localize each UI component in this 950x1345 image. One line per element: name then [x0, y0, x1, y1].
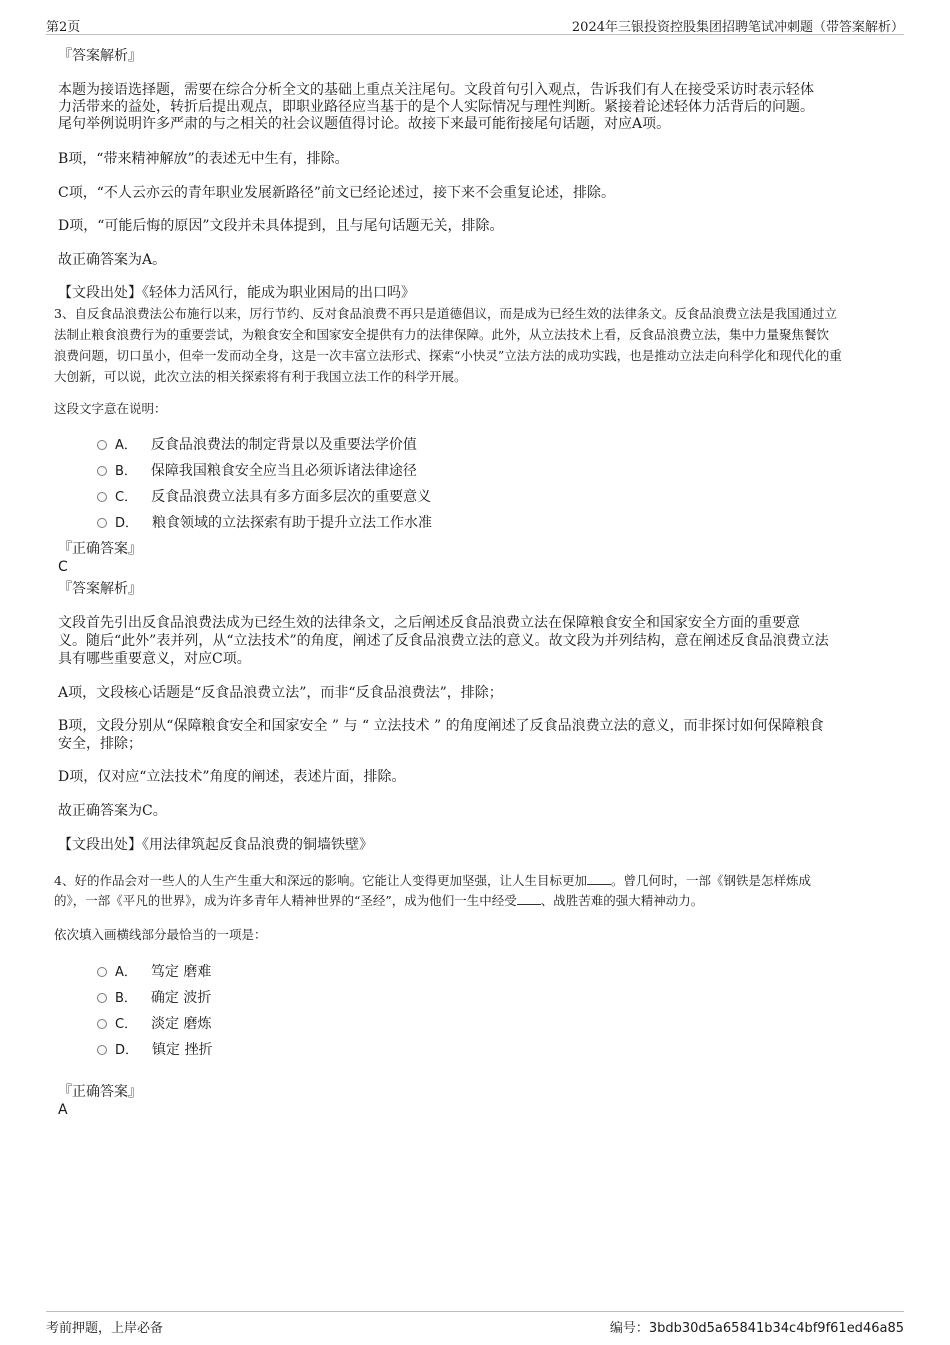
q3-answer: C [58, 559, 68, 575]
option-letter: C． [115, 1017, 138, 1032]
q4-answer: A [58, 1102, 68, 1118]
q3-conclusion: 故正确答案为C。 [58, 803, 167, 819]
q3-option-b[interactable] [97, 460, 417, 480]
radio-icon[interactable] [97, 440, 107, 450]
option-letter: D． [115, 516, 139, 531]
option-text: 淡定 磨炼 [151, 1016, 212, 1032]
fill-blank [517, 893, 541, 905]
q3-option-c[interactable] [97, 486, 431, 506]
option-text: 反食品浪费立法具有多方面多层次的重要意义 [151, 489, 432, 505]
q2-source: 【文段出处】《轻体力活风行，能成为职业困局的出口吗》 [58, 285, 415, 301]
q3-analysis-option-b-line: 安全，排除； [58, 736, 142, 752]
radio-icon[interactable] [97, 1045, 107, 1055]
option-text: 镇定 挫折 [152, 1042, 213, 1058]
q3-analysis-line: 义。随后“此外”表并列，从“立法技术”的角度，阐述了反食品浪费立法的意义。故文段为并列结构，意在阐述反食品浪费立法 [58, 633, 829, 649]
option-letter: B． [115, 991, 137, 1006]
q2-analysis-line: 尾句举例说明许多严肃的与之相关的社会议题值得讨论。故接下来最可能衔接尾句话题，对应A项。 [58, 116, 671, 132]
q3-analysis-line: 具有哪些重要意义，对应C项。 [58, 651, 251, 667]
q4-stem-line [54, 890, 703, 911]
option-letter: A． [115, 438, 137, 453]
q4-stem-text: 。曾几何时，一部《钢铁是怎样炼成 [610, 873, 811, 888]
option-text: 笃定 磨难 [150, 964, 212, 980]
q2-analysis-heading: 『答案解析』 [58, 48, 142, 64]
q4-stem-text: 4、好的作品会对一些人的人生产生重大和深远的影响。它能让人变得更加坚强，让人生目标更加 [54, 873, 587, 888]
radio-icon[interactable] [97, 967, 107, 977]
q4-option-b[interactable] [97, 987, 211, 1007]
option-letter: D． [115, 1043, 139, 1058]
option-text: 确定 波折 [150, 990, 212, 1006]
page-footer [46, 1311, 904, 1336]
q4-option-d[interactable] [97, 1039, 212, 1059]
option-letter: B． [115, 464, 137, 479]
q2-analysis-line: 力活带来的益处，转折后提出观点，即职业路径应当基于的是个人实际情况与理性判断。紧接着论述轻体力活背后的问题。 [58, 99, 814, 115]
q2-analysis-option-d: D项，“可能后悔的原因”文段并未具体提到，且与尾句话题无关，排除。 [58, 218, 504, 234]
option-letter: A． [115, 965, 137, 980]
radio-icon[interactable] [97, 466, 107, 476]
q3-source: 【文段出处】《用法律筑起反食品浪费的铜墙铁壁》 [58, 837, 373, 853]
serial-label: 编号： [609, 1321, 649, 1336]
q3-analysis-line: 文段首先引出反食品浪费法成为已经生效的法律条文，之后阐述反食品浪费立法在保障粮食安全和国家安全方面的重要意 [58, 615, 800, 631]
radio-icon[interactable] [97, 518, 107, 528]
q3-stem-line: 3、自反食品浪费法公布施行以来，厉行节约、反对食品浪费不再只是道德倡议，而是成为已经生效的法律条文。反食品浪费立法是我国通过立 [54, 306, 837, 321]
serial-number: 3bdb30d5a65841b34c4bf9f61ed46a85 [648, 1321, 904, 1336]
option-text: 反食品浪费法的制定背景以及重要法学价值 [150, 437, 417, 453]
q3-stem-line: 法制止粮食浪费行为的重要尝试，为粮食安全和国家安全提供有力的法律保障。此外，从立法技术上看，反食品浪费立法，集中力量聚焦餐饮 [54, 327, 830, 342]
q3-analysis-option-b-line: B项，文段分别从“保障粮食安全和国家安全 ” 与 “ 立法技术 ” 的角度阐述了反食品浪费立法的意义，而非探讨如何保障粮食 [58, 718, 824, 734]
q4-stem-line [54, 870, 811, 891]
q2-analysis-option-c: C项，“不人云亦云的青年职业发展新路径”前文已经论述过，接下来不会重复论述，排除。 [58, 185, 616, 201]
q3-question: 这段文字意在说明： [54, 401, 167, 416]
page-header [46, 14, 904, 35]
radio-icon[interactable] [97, 1019, 107, 1029]
footer-serial [610, 1317, 904, 1336]
footer-slogan: 考前押题，上岸必备 [46, 1321, 164, 1336]
q4-stem-text: 的》，一部《平凡的世界》，成为许多青年人精神世界的“圣经”，成为他们一生中经受 [54, 893, 517, 908]
q2-conclusion: 故正确答案为A。 [58, 252, 167, 268]
q3-analysis-option-a: A项，文段核心话题是“反食品浪费立法”，而非“反食品浪费法”，排除； [58, 685, 503, 701]
q2-analysis-line: 本题为接语选择题，需要在综合分析全文的基础上重点关注尾句。文段首句引入观点，告诉我们有人在接受采访时表示轻体 [58, 82, 814, 98]
option-text: 保障我国粮食安全应当且必须诉诸法律途径 [150, 463, 417, 479]
q2-analysis-option-b: B项，“带来精神解放”的表述无中生有，排除。 [58, 151, 349, 167]
document-title: 2024年三银投资控股集团招聘笔试冲刺题（带答案解析） [571, 20, 904, 35]
q3-answer-heading: 『正确答案』 [58, 541, 142, 557]
fill-blank [587, 873, 611, 885]
q4-stem-text: 、战胜苦难的强大精神动力。 [540, 893, 704, 908]
q4-option-a[interactable] [97, 961, 211, 981]
option-text: 粮食领域的立法探索有助于提升立法工作水准 [152, 515, 433, 531]
q3-option-a[interactable] [97, 434, 417, 454]
q3-option-d[interactable] [97, 512, 432, 532]
q3-analysis-heading: 『答案解析』 [58, 581, 142, 597]
radio-icon[interactable] [97, 492, 107, 502]
q3-stem-line: 大创新，可以说，此次立法的相关探索将有利于我国立法工作的科学开展。 [54, 369, 467, 384]
q4-answer-heading: 『正确答案』 [58, 1084, 142, 1100]
q3-stem-line: 浪费问题，切口虽小，但牵一发而动全身，这是一次丰富立法形式、探索“小快灵”立法方法的成功实践，也是推动立法走向科学化和现代化的重 [54, 348, 842, 363]
q3-analysis-option-d: D项，仅对应“立法技术”角度的阐述，表述片面，排除。 [58, 769, 406, 785]
radio-icon[interactable] [97, 993, 107, 1003]
option-letter: C． [115, 490, 138, 505]
page-number: 第2页 [46, 20, 81, 35]
q4-option-c[interactable] [97, 1013, 212, 1033]
q4-question: 依次填入画横线部分最恰当的一项是： [54, 927, 267, 942]
